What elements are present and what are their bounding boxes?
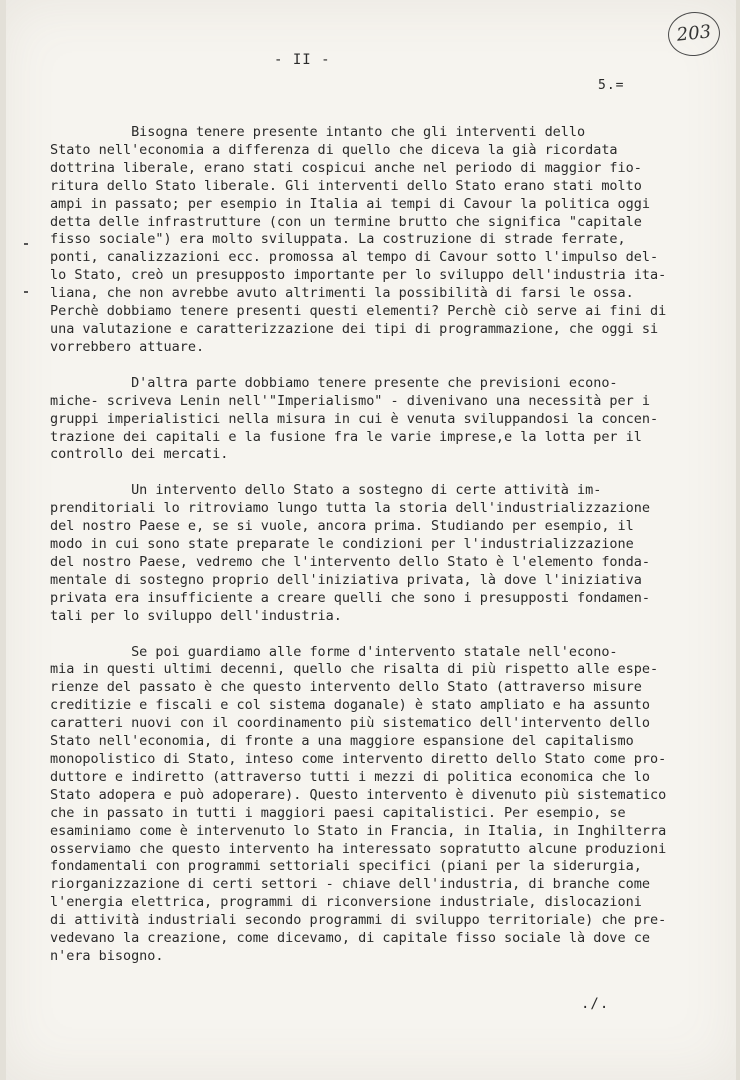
text-line: Stato nell'economia, di fronte a una maggiore espansione del capitalismo [50,733,634,750]
page-left-edge [0,0,6,1080]
text-line: Un intervento dello Stato a sostegno di certe attività im- [50,482,602,499]
text-line: privata era insufficiente a creare quelli che sono i presupposti fondamen- [50,589,650,606]
text-line: Se poi guardiamo alle forme d'intervento statale nell'econo- [50,643,618,660]
text-line: mia in questi ultimi decenni, quello che risalta di più rispetto alle espe- [50,661,659,678]
text-line: liana, che non avrebbe avuto altrimenti la possibilità di farsi le ossa. [50,285,634,302]
text-line: del nostro Paese e, se si vuole, ancora prima. Studiando per esempio, il [50,518,634,535]
text-line: Stato adopera e può adoperare). Questo intervento è divenuto più sistematico [50,786,667,803]
text-line: D'altra parte dobbiamo tenere presente che previsioni econo- [50,374,618,391]
text-line: mentale di sostegno proprio dell'iniziativa privata, là dove l'iniziativa [50,571,642,588]
text-line: prenditoriali lo ritroviamo lungo tutta la storia dell'industrializzazione [50,500,650,517]
continuation-mark: ./. [581,996,610,1012]
text-line: miche- scriveva Lenin nell'"Imperialismo" - divenivano una necessità per i [50,392,650,409]
text-line: dottrina liberale, erano stati cospicui anche nel periodo di maggior fio- [50,159,642,176]
text-line: n'era bisogno. [50,947,164,964]
text-line: esaminiamo come è intervenuto lo Stato in Francia, in Italia, in Inghilterra [50,822,667,839]
paragraph [50,375,720,465]
text-line: tali per lo sviluppo dell'industria. [50,607,342,624]
text-line: l'energia elettrica, programmi di riconversione industriale, dislocazioni [50,894,642,911]
text-line: ponti, canalizzazioni ecc. promossa al tempo di Cavour sotto l'impulso del- [50,249,659,266]
section-header: - II - [274,52,331,68]
text-line: duttore e indiretto (attraverso tutti i mezzi di politica economica che lo [50,768,650,785]
text-line: del nostro Paese, vedremo che l'intervento dello Stato è l'elemento fonda- [50,553,650,570]
text-line: detta delle infrastrutture (con un termine brutto che significa "capitale [50,213,642,230]
text-line: ampi in passato; per esempio in Italia ai tempi di Cavour la politica oggi [50,195,650,212]
text-line: vorrebbero attuare. [50,338,205,355]
margin-mark [24,243,28,245]
text-line: Perchè dobbiamo tenere presenti questi elementi? Perchè ciò serve ai fini di [50,303,667,320]
text-line: trazione dei capitali e la fusione fra le varie imprese,e la lotta per il [50,428,642,445]
paragraph [50,124,720,357]
text-line: vedevano la creazione, come dicevamo, di capitale fisso sociale là dove ce [50,930,650,947]
archive-number-stamp: 203 [666,9,722,58]
text-line: gruppi imperialistici nella misura in cui è venuta sviluppandosi la concen- [50,410,659,427]
text-line: fondamentali con programmi settoriali specifici (piani per la siderurgia, [50,858,642,875]
text-line: lo Stato, creò un presupposto importante per lo sviluppo dell'industria ita- [50,267,667,284]
text-line: Bisogna tenere presente intanto che gli interventi dello [50,124,586,140]
page-number: 5.= [598,78,625,93]
text-line: rienze del passato è che questo intervento dello Stato (attraverso misure [50,679,642,696]
text-line: osserviamo che questo intervento ha interessato sopratutto alcune produzioni [50,840,667,857]
paragraph [50,482,720,625]
text-line: Stato nell'economia a differenza di quello che diceva la già ricordata [50,141,618,158]
text-line: modo in cui sono state preparate le condizioni per l'industrializzazione [50,536,634,553]
text-line: ritura dello Stato liberale. Gli interventi dello Stato erano stati molto [50,177,642,194]
text-line: monopolistico di Stato, inteso come intervento diretto dello Stato come pro- [50,751,667,767]
text-line: caratteri nuovi con il coordinamento più sistematico dell'intervento dello [50,715,650,732]
text-line: riorganizzazione di certi settori - chiave dell'industria, di branche come [50,876,650,893]
text-line: controllo dei mercati. [50,446,229,463]
text-line: di attività industriali secondo programmi di sviluppo territoriale) che pre- [50,912,667,929]
text-line: che in passato in tutti i maggiori paesi capitalistici. Per esempio, se [50,804,626,821]
text-line: creditizie e fiscali e col sistema doganale) è stato ampliato e ha assunto [50,697,650,714]
page-right-edge [736,0,740,1080]
text-line: fisso sociale") era molto sviluppata. La costruzione di strade ferrate, [50,231,626,248]
body-text [50,124,720,984]
paragraph [50,644,720,966]
margin-mark [24,291,28,293]
text-line: una valutazione e caratterizzazione dei tipi di programmazione, che oggi si [50,320,659,337]
